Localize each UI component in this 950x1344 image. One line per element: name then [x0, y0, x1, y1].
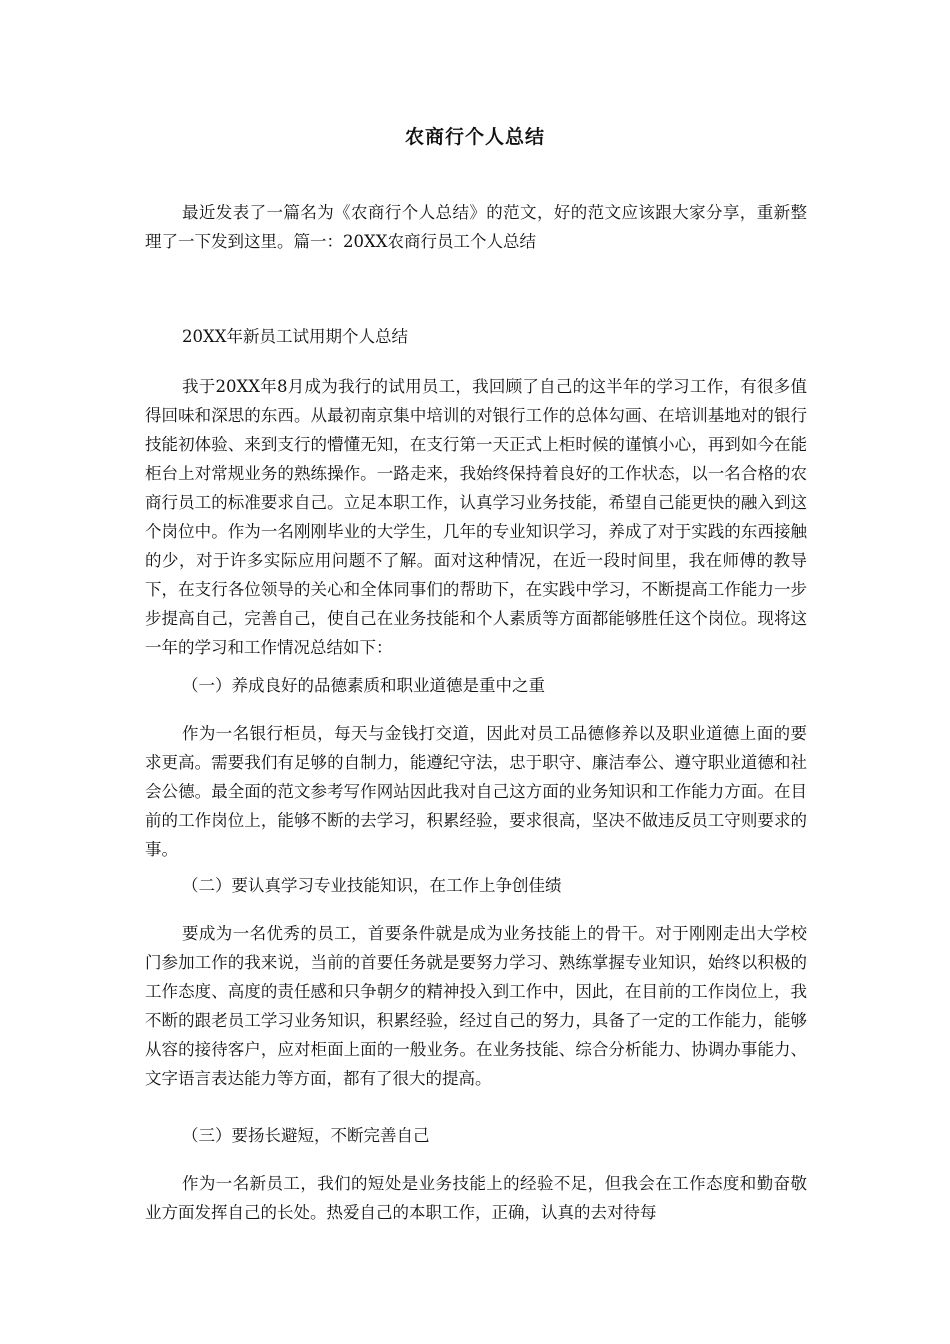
- body-paragraph-skills: 要成为一名优秀的员工，首要条件就是成为业务技能上的骨干。对于刚刚走出大学校门参加工作的我来说，当前的首要任务就是要努力学习、熟练掌握专业知识，始终以积极的工作态度、高度的责任感和只争朝夕的精神投入到工作中，因此，在目前的工作岗位上，我不断的跟老员工学习业务知识，积累经验，经过自己的努力，具备了一定的工作能力，能够从容的接待客户，应对柜面上面的一般业务。在业务技能、综合分析能力、协调办事能力、文字语言表达能力等方面，都有了很大的提高。: [145, 924, 807, 1088]
- intro-paragraph: 最近发表了一篇名为《农商行个人总结》的范文，好的范文应该跟大家分享，重新整理了一下发到这里。篇一：20XX农商行员工个人总结: [145, 203, 807, 251]
- section-heading-trial-summary: 20XX年新员工试用期个人总结: [182, 327, 408, 346]
- subheading-improvement: （三）要扬长避短，不断完善自己: [182, 1126, 430, 1145]
- subheading-skills: （二）要认真学习专业技能知识，在工作上争创佳绩: [182, 876, 562, 895]
- subheading-ethics: （一）养成良好的品德素质和职业道德是重中之重: [182, 676, 545, 695]
- document-title: 农商行个人总结: [404, 126, 545, 148]
- body-paragraph-improvement: 作为一名新员工，我们的短处是业务技能上的经验不足，但我会在工作态度和勤奋敬业方面发挥自己的长处。热爱自己的本职工作，正确，认真的去对待每: [145, 1174, 807, 1222]
- body-paragraph-ethics: 作为一名银行柜员，每天与金钱打交道，因此对员工品德修养以及职业道德上面的要求更高。需要我们有足够的自制力，能遵纪守法，忠于职守、廉洁奉公、遵守职业道德和社会公德。最全面的范文参考写作网站因此我对自己这方面的业务知识和工作能力方面。在目前的工作岗位上，能够不断的去学习，积累经验，要求很高，坚决不做违反员工守则要求的事。: [145, 724, 807, 859]
- body-paragraph-overview: 我于20XX年8月成为我行的试用员工，我回顾了自己的这半年的学习工作，有很多值得回味和深思的东西。从最初南京集中培训的对银行工作的总体勾画、在培训基地对的银行技能初体验、来到支行的懵懂无知，在支行第一天正式上柜时候的谨慎小心，再到如今在能柜台上对常规业务的熟练操作。一路走来，我始终保持着良好的工作状态，以一名合格的农商行员工的标准要求自己。立足本职工作，认真学习业务技能，希望自己能更快的融入到这个岗位中。作为一名刚刚毕业的大学生，几年的专业知识学习，养成了对于实践的东西接触的少，对于许多实际应用问题不了解。面对这种情况，在近一段时间里，我在师傅的教导下，在支行各位领导的关心和全体同事们的帮助下，在实践中学习，不断提高工作能力一步步提高自己，完善自己，使自己在业务技能和个人素质等方面都能够胜任这个岗位。现将这一年的学习和工作情况总结如下：: [145, 377, 807, 657]
